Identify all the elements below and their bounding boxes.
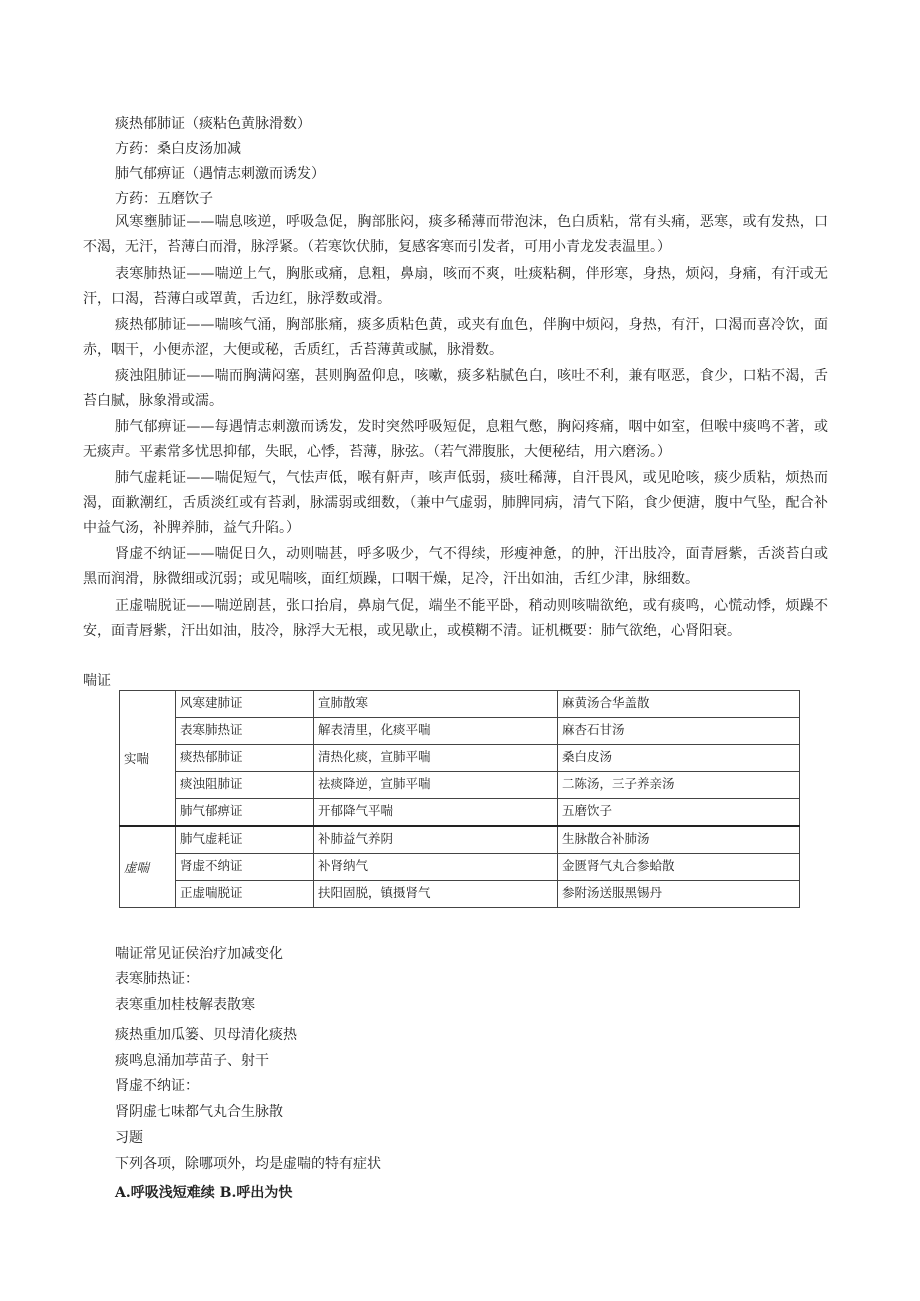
heading-line-3: 肺气郁痹证（遇情志刺激而诱发） — [115, 166, 325, 182]
table-cell: 宣肺散寒 — [314, 691, 558, 718]
table-cell: 麻杏石甘汤 — [558, 718, 800, 745]
subheading: 肾虚不纳证： — [115, 1078, 199, 1094]
table-cell: 桑白皮汤 — [558, 745, 800, 772]
table-row — [120, 854, 800, 881]
paragraph-tanzhuo: 痰浊阻肺证——喘而胸满闷塞，甚则胸盈仰息，咳嗽，痰多粘腻色白，咳吐不利，兼有呕恶，食少，口粘不渴，舌苔白腻，脉象滑或濡。 — [83, 368, 828, 409]
text-line: 痰热重加瓜篓、贝母清化痰热 — [115, 1027, 297, 1043]
table-row — [120, 745, 800, 772]
table-cell: 扶阳固脱，镇摄肾气 — [314, 881, 558, 908]
table-cell: 开郁降气平喘 — [314, 799, 558, 827]
paragraph-feiqi-yubi: 肺气郁痹证——每遇情志刺激而诱发，发时突然呼吸短促，息粗气憋，胸闷疼痛，咽中如室，但喉中痰鸣不著，或无痰声。平素常多忧思抑郁，失眠，心悸，苔薄，脉弦。（若气滞腹胀，大便秘结，用六磨汤。） — [83, 419, 828, 460]
exercise-heading: 习题 — [115, 1130, 143, 1146]
table-row — [120, 718, 800, 745]
table-cell: 肺气虚耗证 — [176, 826, 314, 854]
paragraph-biaohan: 表寒肺热证——喘逆上气，胸胀或痛，息粗，鼻扇，咳而不爽，吐痰粘稠，伴形寒，身热，烦闷，身痛，有汗或无汗，口渴，苔薄白或罩黄，舌边红，脉浮数或滑。 — [83, 266, 828, 307]
table-cell: 补肺益气养阴 — [314, 826, 558, 854]
paragraph-shenxu: 肾虚不纳证——喘促日久，动则喘甚，呼多吸少，气不得续，形瘦神惫，的肿，汗出肢冷，面青唇紫，舌淡苔白或黑而润滑，脉微细或沉弱；或见喘咳，面红烦躁，口咽干燥，足冷，汗出如油，舌红少津，脉细数。 — [83, 546, 828, 587]
paragraph-fenghan: 风寒壅肺证——喘息咳逆，呼吸急促，胸部胀闷，痰多稀薄而带泡沫，色白质粘，常有头痛，恶寒，或有发热，口不渴，无汗，苔薄白而滑，脉浮紧。（若寒饮伏肺，复感客寒而引发者，可用小青龙发表温里。） — [83, 214, 828, 255]
table-row — [120, 772, 800, 799]
table-cell: 生脉散合补肺汤 — [558, 826, 800, 854]
group-label: 虚喘 — [120, 826, 176, 908]
table-title: 喘证 — [83, 673, 111, 689]
question-text: 下列各项，除哪项外，均是虚喘的特有症状 — [115, 1156, 381, 1172]
section-heading: 喘证常见证侯治疗加减变化 — [115, 946, 283, 962]
answer-options: A.呼吸浅短难续 B.呼出为快 — [115, 1185, 293, 1201]
table-cell: 风寒建肺证 — [176, 691, 314, 718]
group-label: 实喘 — [120, 691, 176, 827]
paragraph-tanre: 痰热郁肺证——喘咳气涌，胸部胀痛，痰多质粘色黄，或夹有血色，伴胸中烦闷，身热，有汗，口渴而喜冷饮，面赤，咽干，小便赤涩，大便或秘，舌质红，舌苔薄黄或腻，脉滑数。 — [83, 317, 828, 358]
subheading: 表寒肺热证： — [115, 971, 199, 987]
table-cell: 麻黄汤合华盖散 — [558, 691, 800, 718]
table-cell: 痰浊阻肺证 — [176, 772, 314, 799]
paragraph-feiqi-xuhao: 肺气虚耗证——喘促短气，气怯声低，喉有鼾声，咳声低弱，痰吐稀薄，自汗畏风，或见呛咳，痰少质粘，烦热而渴，面歉潮红，舌质淡红或有苔剥，脉濡弱或细数，（兼中气虚弱，肺脾同病，清气下陷，食少便溏，腹中气坠，配合补中益气汤，补脾养肺，益气升陷。） — [83, 470, 828, 536]
table-row — [120, 881, 800, 908]
table-cell: 祛痰降逆，宣肺平喘 — [314, 772, 558, 799]
heading-line-2: 方药：桑白皮汤加减 — [115, 141, 241, 157]
table-cell: 正虚喘脱证 — [176, 881, 314, 908]
table-row — [120, 691, 800, 718]
syndrome-table — [119, 690, 800, 908]
table-row — [120, 799, 800, 827]
table-cell: 解表清里，化痰平喘 — [314, 718, 558, 745]
table-cell: 二陈汤，三子养亲汤 — [558, 772, 800, 799]
text-line: 肾阴虚七味都气丸合生脉散 — [115, 1104, 283, 1120]
table-cell: 参附汤送服黑锡丹 — [558, 881, 800, 908]
table-cell: 金匮肾气丸合参蛤散 — [558, 854, 800, 881]
heading-line-4: 方药：五磨饮子 — [115, 191, 213, 207]
text-line: 痰鸣息涌加葶苗子、射干 — [115, 1053, 269, 1069]
table-cell: 肾虚不纳证 — [176, 854, 314, 881]
heading-line-1: 痰热郁肺证（痰粘色黄脉滑数） — [115, 116, 311, 132]
table-cell: 补肾纳气 — [314, 854, 558, 881]
table-row — [120, 826, 800, 854]
paragraph-zhengxu: 正虚喘脱证——喘逆剧甚，张口抬肩，鼻扇气促，端坐不能平卧，稍动则咳喘欲绝，或有痰鸣，心慌动悸，烦躁不安，面青唇紫，汗出如油，肢冷，脉浮大无根，或见歇止，或模糊不清。证机概要：肺气欲绝，心肾阳衰。 — [83, 598, 828, 639]
text-line: 表寒重加桂枝解表散寒 — [115, 997, 255, 1013]
table-cell: 清热化痰，宣肺平喘 — [314, 745, 558, 772]
table-cell: 痰热郁肺证 — [176, 745, 314, 772]
table-cell: 肺气郁痹证 — [176, 799, 314, 827]
table-cell: 表寒肺热证 — [176, 718, 314, 745]
table-cell: 五磨饮子 — [558, 799, 800, 827]
